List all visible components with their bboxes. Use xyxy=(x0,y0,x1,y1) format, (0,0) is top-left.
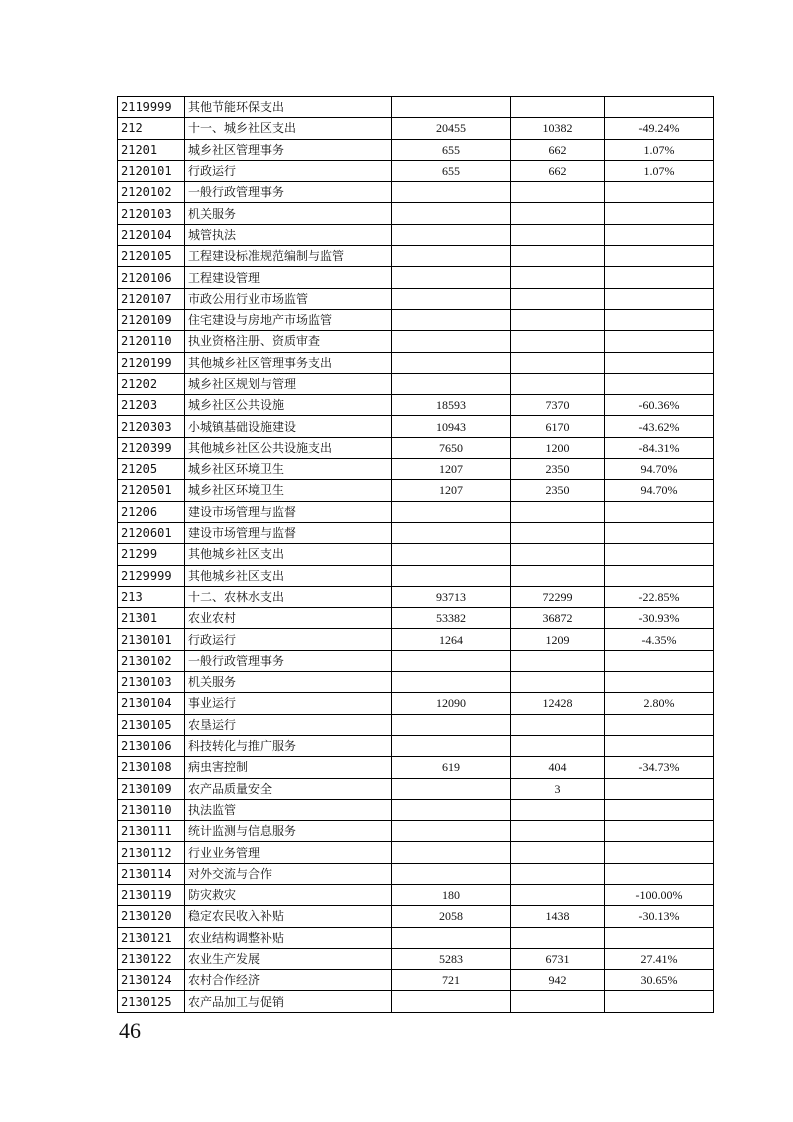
table-row xyxy=(118,884,714,905)
row-value-prev xyxy=(392,309,511,330)
row-value-prev xyxy=(392,501,511,522)
row-change-pct xyxy=(605,778,714,799)
row-name: 病虫害控制 xyxy=(185,757,392,778)
row-name: 城乡社区环境卫生 xyxy=(185,459,392,480)
row-change-pct xyxy=(605,182,714,203)
table-row xyxy=(118,203,714,224)
row-code: 2130119 xyxy=(118,884,185,905)
row-change-pct: -60.36% xyxy=(605,395,714,416)
row-code: 2120102 xyxy=(118,182,185,203)
row-name: 对外交流与合作 xyxy=(185,863,392,884)
row-value-curr xyxy=(511,522,605,543)
row-code: 2120501 xyxy=(118,480,185,501)
row-change-pct xyxy=(605,501,714,522)
row-value-prev: 12090 xyxy=(392,693,511,714)
row-value-curr: 662 xyxy=(511,139,605,160)
row-name: 机关服务 xyxy=(185,672,392,693)
row-name: 农垦运行 xyxy=(185,714,392,735)
row-value-prev xyxy=(392,224,511,245)
row-value-curr xyxy=(511,799,605,820)
row-value-curr xyxy=(511,991,605,1012)
row-value-curr xyxy=(511,288,605,309)
row-change-pct: -49.24% xyxy=(605,118,714,139)
row-value-curr: 36872 xyxy=(511,608,605,629)
table-row xyxy=(118,352,714,373)
row-value-curr xyxy=(511,203,605,224)
row-change-pct: 27.41% xyxy=(605,948,714,969)
row-change-pct: 94.70% xyxy=(605,459,714,480)
row-name: 十一、城乡社区支出 xyxy=(185,118,392,139)
row-value-curr: 3 xyxy=(511,778,605,799)
row-code: 2120303 xyxy=(118,416,185,437)
row-value-curr: 1438 xyxy=(511,906,605,927)
row-value-prev xyxy=(392,267,511,288)
row-code: 2120106 xyxy=(118,267,185,288)
row-value-curr xyxy=(511,821,605,842)
row-change-pct xyxy=(605,373,714,394)
row-name: 工程建设管理 xyxy=(185,267,392,288)
row-change-pct: -84.31% xyxy=(605,437,714,458)
row-change-pct xyxy=(605,224,714,245)
row-code: 2130101 xyxy=(118,629,185,650)
row-name: 农产品加工与促销 xyxy=(185,991,392,1012)
row-code: 2130111 xyxy=(118,821,185,842)
table-row xyxy=(118,650,714,671)
row-value-prev xyxy=(392,288,511,309)
row-code: 213 xyxy=(118,586,185,607)
row-value-curr: 10382 xyxy=(511,118,605,139)
row-value-curr xyxy=(511,650,605,671)
row-value-curr xyxy=(511,309,605,330)
row-code: 2130125 xyxy=(118,991,185,1012)
row-name: 城乡社区管理事务 xyxy=(185,139,392,160)
row-code: 21301 xyxy=(118,608,185,629)
row-code: 21203 xyxy=(118,395,185,416)
row-change-pct: 1.07% xyxy=(605,160,714,181)
row-value-prev xyxy=(392,522,511,543)
row-name: 农产品质量安全 xyxy=(185,778,392,799)
row-value-curr xyxy=(511,501,605,522)
row-name: 稳定农民收入补贴 xyxy=(185,906,392,927)
row-name: 事业运行 xyxy=(185,693,392,714)
row-code: 2120601 xyxy=(118,522,185,543)
row-change-pct xyxy=(605,288,714,309)
table-row xyxy=(118,970,714,991)
row-value-curr: 662 xyxy=(511,160,605,181)
row-name: 住宅建设与房地产市场监管 xyxy=(185,309,392,330)
row-value-curr xyxy=(511,927,605,948)
table-row xyxy=(118,522,714,543)
table-row xyxy=(118,224,714,245)
row-value-prev xyxy=(392,97,511,118)
row-value-curr xyxy=(511,672,605,693)
row-code: 2130105 xyxy=(118,714,185,735)
table-row xyxy=(118,608,714,629)
row-code: 2130110 xyxy=(118,799,185,820)
row-value-curr xyxy=(511,331,605,352)
row-change-pct xyxy=(605,246,714,267)
row-change-pct xyxy=(605,799,714,820)
row-change-pct xyxy=(605,522,714,543)
row-code: 2129999 xyxy=(118,565,185,586)
row-value-prev: 655 xyxy=(392,139,511,160)
row-value-prev xyxy=(392,246,511,267)
row-code: 21206 xyxy=(118,501,185,522)
row-value-curr xyxy=(511,267,605,288)
row-code: 2120107 xyxy=(118,288,185,309)
page-number: 46 xyxy=(119,1018,141,1043)
row-value-curr xyxy=(511,863,605,884)
row-code: 21299 xyxy=(118,544,185,565)
row-value-prev xyxy=(392,735,511,756)
row-value-prev: 2058 xyxy=(392,906,511,927)
row-value-prev: 1207 xyxy=(392,480,511,501)
row-name: 农业生产发展 xyxy=(185,948,392,969)
table-row xyxy=(118,182,714,203)
row-name: 城乡社区环境卫生 xyxy=(185,480,392,501)
row-value-curr: 72299 xyxy=(511,586,605,607)
row-code: 21201 xyxy=(118,139,185,160)
row-name: 农村合作经济 xyxy=(185,970,392,991)
row-change-pct xyxy=(605,842,714,863)
row-value-prev: 18593 xyxy=(392,395,511,416)
row-value-prev: 53382 xyxy=(392,608,511,629)
row-code: 2120101 xyxy=(118,160,185,181)
row-code: 21205 xyxy=(118,459,185,480)
table-row xyxy=(118,437,714,458)
row-value-curr: 7370 xyxy=(511,395,605,416)
row-value-prev xyxy=(392,842,511,863)
row-value-curr: 942 xyxy=(511,970,605,991)
row-value-curr: 6170 xyxy=(511,416,605,437)
row-value-curr xyxy=(511,544,605,565)
row-value-prev xyxy=(392,373,511,394)
row-value-prev xyxy=(392,991,511,1012)
row-value-prev xyxy=(392,352,511,373)
row-value-prev xyxy=(392,544,511,565)
row-value-curr xyxy=(511,246,605,267)
row-value-curr xyxy=(511,735,605,756)
table-row xyxy=(118,544,714,565)
row-name: 城乡社区规划与管理 xyxy=(185,373,392,394)
row-code: 2130124 xyxy=(118,970,185,991)
row-name: 工程建设标准规范编制与监管 xyxy=(185,246,392,267)
row-value-curr: 12428 xyxy=(511,693,605,714)
table-row xyxy=(118,991,714,1012)
row-change-pct: -43.62% xyxy=(605,416,714,437)
row-change-pct xyxy=(605,267,714,288)
row-value-prev xyxy=(392,714,511,735)
row-name: 其他节能环保支出 xyxy=(185,97,392,118)
row-value-curr xyxy=(511,373,605,394)
table-row xyxy=(118,501,714,522)
row-change-pct: 1.07% xyxy=(605,139,714,160)
row-value-prev: 20455 xyxy=(392,118,511,139)
table-row xyxy=(118,799,714,820)
row-value-prev xyxy=(392,650,511,671)
row-change-pct: 2.80% xyxy=(605,693,714,714)
row-value-curr: 404 xyxy=(511,757,605,778)
row-change-pct xyxy=(605,565,714,586)
row-name: 市政公用行业市场监管 xyxy=(185,288,392,309)
row-value-curr xyxy=(511,565,605,586)
row-value-curr xyxy=(511,714,605,735)
row-code: 2120199 xyxy=(118,352,185,373)
table-row xyxy=(118,842,714,863)
row-name: 行政运行 xyxy=(185,629,392,650)
row-change-pct: 94.70% xyxy=(605,480,714,501)
row-value-prev xyxy=(392,203,511,224)
row-change-pct xyxy=(605,672,714,693)
row-change-pct: -30.13% xyxy=(605,906,714,927)
row-name: 机关服务 xyxy=(185,203,392,224)
row-change-pct xyxy=(605,714,714,735)
row-name: 建设市场管理与监督 xyxy=(185,522,392,543)
row-value-prev: 5283 xyxy=(392,948,511,969)
row-value-prev: 619 xyxy=(392,757,511,778)
row-value-curr: 1200 xyxy=(511,437,605,458)
table-row xyxy=(118,714,714,735)
row-name: 防灾救灾 xyxy=(185,884,392,905)
row-name: 一般行政管理事务 xyxy=(185,182,392,203)
row-value-prev: 721 xyxy=(392,970,511,991)
row-change-pct xyxy=(605,203,714,224)
row-change-pct xyxy=(605,544,714,565)
table-row xyxy=(118,331,714,352)
row-name: 十二、农林水支出 xyxy=(185,586,392,607)
table-row xyxy=(118,778,714,799)
table-row xyxy=(118,480,714,501)
row-change-pct xyxy=(605,309,714,330)
row-name: 执法监管 xyxy=(185,799,392,820)
table-row xyxy=(118,672,714,693)
table-row xyxy=(118,97,714,118)
row-value-prev xyxy=(392,927,511,948)
row-code: 2130102 xyxy=(118,650,185,671)
row-code: 2130108 xyxy=(118,757,185,778)
table-row xyxy=(118,246,714,267)
row-change-pct xyxy=(605,821,714,842)
row-value-prev xyxy=(392,863,511,884)
row-code: 2130106 xyxy=(118,735,185,756)
table-row xyxy=(118,693,714,714)
table-row xyxy=(118,160,714,181)
row-value-prev xyxy=(392,799,511,820)
row-change-pct: -34.73% xyxy=(605,757,714,778)
table-row xyxy=(118,821,714,842)
row-value-curr xyxy=(511,884,605,905)
row-value-curr: 1209 xyxy=(511,629,605,650)
row-name: 执业资格注册、资质审查 xyxy=(185,331,392,352)
row-value-prev: 1264 xyxy=(392,629,511,650)
row-value-prev xyxy=(392,821,511,842)
table-row xyxy=(118,565,714,586)
row-name: 小城镇基础设施建设 xyxy=(185,416,392,437)
row-name: 行业业务管理 xyxy=(185,842,392,863)
row-name: 其他城乡社区支出 xyxy=(185,565,392,586)
row-change-pct: -4.35% xyxy=(605,629,714,650)
row-value-curr: 2350 xyxy=(511,480,605,501)
row-change-pct: -30.93% xyxy=(605,608,714,629)
row-code: 2130122 xyxy=(118,948,185,969)
table-row xyxy=(118,416,714,437)
row-value-curr: 6731 xyxy=(511,948,605,969)
row-code: 2120399 xyxy=(118,437,185,458)
row-code: 2130109 xyxy=(118,778,185,799)
table-body xyxy=(118,97,714,1013)
table-row xyxy=(118,586,714,607)
table-row xyxy=(118,863,714,884)
table-row xyxy=(118,395,714,416)
row-name: 统计监测与信息服务 xyxy=(185,821,392,842)
table-row xyxy=(118,948,714,969)
table-row xyxy=(118,906,714,927)
table-row xyxy=(118,373,714,394)
row-name: 建设市场管理与监督 xyxy=(185,501,392,522)
row-value-curr xyxy=(511,352,605,373)
table-row xyxy=(118,288,714,309)
row-change-pct xyxy=(605,97,714,118)
row-code: 2120104 xyxy=(118,224,185,245)
row-change-pct xyxy=(605,735,714,756)
row-code: 21202 xyxy=(118,373,185,394)
row-code: 2119999 xyxy=(118,97,185,118)
row-code: 2130120 xyxy=(118,906,185,927)
row-name: 其他城乡社区支出 xyxy=(185,544,392,565)
row-name: 行政运行 xyxy=(185,160,392,181)
row-change-pct xyxy=(605,927,714,948)
row-value-prev xyxy=(392,565,511,586)
row-change-pct: -100.00% xyxy=(605,884,714,905)
row-change-pct: -22.85% xyxy=(605,586,714,607)
row-code: 2130121 xyxy=(118,927,185,948)
row-name: 其他城乡社区公共设施支出 xyxy=(185,437,392,458)
row-name: 城管执法 xyxy=(185,224,392,245)
row-name: 一般行政管理事务 xyxy=(185,650,392,671)
row-value-prev: 655 xyxy=(392,160,511,181)
budget-table xyxy=(117,96,714,1013)
table-row xyxy=(118,459,714,480)
row-code: 2130103 xyxy=(118,672,185,693)
row-value-curr xyxy=(511,224,605,245)
row-value-curr xyxy=(511,97,605,118)
row-value-prev: 1207 xyxy=(392,459,511,480)
table-row xyxy=(118,927,714,948)
row-code: 2120105 xyxy=(118,246,185,267)
row-code: 2130104 xyxy=(118,693,185,714)
table-row xyxy=(118,267,714,288)
row-change-pct xyxy=(605,352,714,373)
row-value-prev: 7650 xyxy=(392,437,511,458)
row-value-curr xyxy=(511,182,605,203)
row-value-curr xyxy=(511,842,605,863)
row-value-prev: 10943 xyxy=(392,416,511,437)
row-name: 城乡社区公共设施 xyxy=(185,395,392,416)
row-value-prev xyxy=(392,331,511,352)
row-value-prev xyxy=(392,778,511,799)
row-code: 2130114 xyxy=(118,863,185,884)
table-row xyxy=(118,735,714,756)
row-code: 2120110 xyxy=(118,331,185,352)
row-change-pct xyxy=(605,331,714,352)
row-name: 科技转化与推广服务 xyxy=(185,735,392,756)
table-row xyxy=(118,309,714,330)
row-code: 2120103 xyxy=(118,203,185,224)
row-code: 2120109 xyxy=(118,309,185,330)
row-change-pct xyxy=(605,650,714,671)
row-value-prev: 93713 xyxy=(392,586,511,607)
table-row xyxy=(118,118,714,139)
row-value-prev xyxy=(392,182,511,203)
row-change-pct xyxy=(605,863,714,884)
table-row xyxy=(118,629,714,650)
table-row xyxy=(118,139,714,160)
row-name: 农业农村 xyxy=(185,608,392,629)
row-value-curr: 2350 xyxy=(511,459,605,480)
row-code: 212 xyxy=(118,118,185,139)
row-value-prev: 180 xyxy=(392,884,511,905)
row-code: 2130112 xyxy=(118,842,185,863)
table-row xyxy=(118,757,714,778)
row-change-pct xyxy=(605,991,714,1012)
row-name: 其他城乡社区管理事务支出 xyxy=(185,352,392,373)
row-value-prev xyxy=(392,672,511,693)
row-change-pct: 30.65% xyxy=(605,970,714,991)
row-name: 农业结构调整补贴 xyxy=(185,927,392,948)
